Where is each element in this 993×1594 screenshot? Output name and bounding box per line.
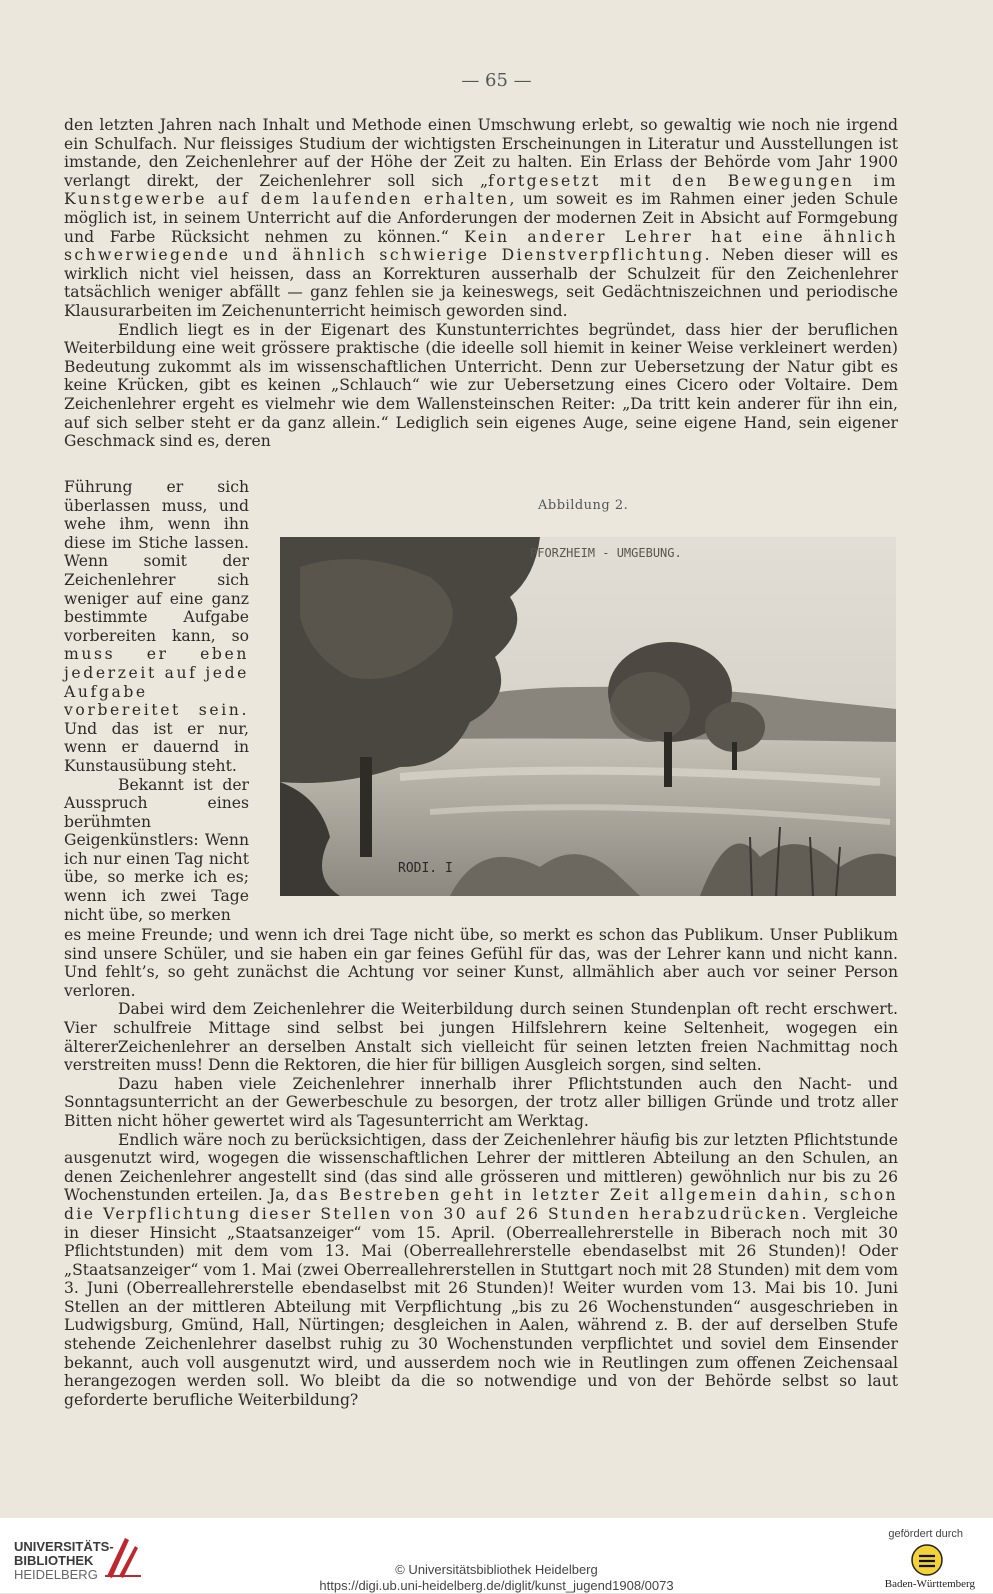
- emphasized-spaced-text: fortgesetzt mit den Bewegungen im Kunstgewerbe auf dem laufenden erhalten: [64, 171, 898, 209]
- figure-caption: Abbildung 2.: [538, 498, 629, 513]
- library-line-2: BIBLIOTHEK: [14, 1553, 94, 1568]
- body-text-bottom: [64, 926, 898, 1409]
- emphasized-spaced-text: muss er eben jederzeit auf jede Aufgabe vorbereitet sein.: [64, 645, 249, 720]
- landscape-illustration: [280, 537, 896, 896]
- body-text-top: [64, 116, 898, 451]
- copyright-text: © Universitätsbibliothek Heidelberg: [395, 1562, 598, 1577]
- text-run: Endlich liegt es in der Eigenart des Kunstunterrichtes begründet, dass hier der beruflichen Weiterbildung eine weit grössere praktische (die ideelle soll hiemit in keiner Weise verkleinert werden) Bedeutung zukommt als im wissenschaftlichen Unterricht. Denn zur Uebersetzung der Natur gibt es keine Krücken, gibt es keinen „Schlauch“ wie zur Uebersetzung eines Cicero oder Voltaire. Dem Zeichenlehrer ergeht es vielmehr wie dem Wallensteinschen Reiter: „Da tritt kein anderer für ihn ein, auf sich selber steht er da ganz allein.“ Lediglich sein eigenes Auge, seine eigene Hand, sein eigener Geschmack sind es, deren: [64, 320, 898, 451]
- page-number: — 65 —: [461, 70, 532, 91]
- sponsor-label: gefördert durch: [888, 1528, 963, 1540]
- paragraph: [64, 1131, 898, 1410]
- paragraph: [64, 478, 249, 776]
- text-run: Dazu haben viele Zeichenlehrer innerhalb ihrer Pflichtstunden auch den Nacht- und Sonntagsunterricht an der Gewerbeschule zu besorgen, der trotz aller billigen Gründe und trotz aller Bitten nicht höher gewertet wird als Tagesunterricht am Werktag.: [64, 1074, 898, 1130]
- body-text-float-column: [64, 478, 249, 924]
- library-line-1: UNIVERSITÄTS-: [14, 1539, 114, 1554]
- emphasized-spaced-text: das Bestreben geht in letzter Zeit allgemein dahin, schon die Verpflichtung dieser Stellen von 30 auf 26 Stunden herabzudrücken.: [64, 1186, 898, 1223]
- text-run: Vergleiche in dieser Hinsicht „Staatsanzeiger“ vom 15. April. (Oberreallehrerstelle in Biberach noch mit 30 Pflichtstunden) mit dem vom 13. Mai (Oberreallehrerstelle ebendaselbst mit 26 Stunden)! Oder „Staatsanzeiger“ vom 1. Mai (zwei Oberreallehrerstellen in Stuttgart noch mit 28 Stunden) mit dem vom 3. Juni (Oberreallehrerstelle ebendaselbst mit 26 Stunden)! Weiter wurden vom 13. Mai bis 10. Juni Stellen an der mittleren Abteilung mit Verpflichtung „bis zu 26 Wochenstunden“ ausgeschrieben in Ludwigsburg, Gmünd, Hall, Nürtingen; desgleichen in Aalen, während z. B. der auf derselben Stufe stehende Zeichenlehrer daselbst ruhig zu 30 Wochenstunden verpflichtet und soviel dem Einsender bekannt, auch voll ausgenutzt wird, und ausserdem noch wie in Reutlingen zum offenen Zeichensaal herangezogen werden soll. Wo bleibt da die so notwendige und von der Behörde selbst so laut geforderte berufliche Weiterbildung?: [64, 1204, 898, 1409]
- landscape-drawing: [280, 537, 896, 896]
- paragraph: [64, 1075, 898, 1131]
- paragraph: [64, 1000, 898, 1074]
- text-run: es meine Freunde; und wenn ich drei Tage nicht übe, so merkt es schon das Publikum. Unser Publikum sind unsere Schüler, und sie haben ein gar feines Gefühl für das, was der Lehrer kann und nicht kann. Und fehlt’s, so geht zunächst die Achtung vor seiner Kunst, allmählich aber auch vor seiner Person verloren.: [64, 926, 898, 1000]
- artist-signature: RODI. I: [398, 861, 453, 876]
- text-run: Bekannt ist der Ausspruch eines berühmten Geigenkünstlers: Wenn ich nur einen Tag nicht übe, so merke ich es; wenn ich zwei Tage nicht übe, so merken: [64, 775, 249, 924]
- paragraph: [64, 926, 898, 1000]
- library-line-3: HEIDELBERG: [14, 1567, 98, 1582]
- text-run: Dabei wird dem Zeichenlehrer die Weiterbildung durch seinen Stundenplan oft recht erschwert. Vier schulfreie Mittage sind selbst bei jungen Hilfslehrern keine Seltenheit, wogegen ein ältererZeichenlehrer an derselben Anstalt sich vielleicht für seinen letzten freien Nachmittag noch verstreiten muss! Denn die Rektoren, die hier für billigen Ausgleich sorgen, sind selten.: [64, 1000, 898, 1075]
- text-run: Führung er sich überlassen muss, und wehe ihm, wenn ihn diese im Stiche lassen. Wenn somit der Zeichenlehrer sich weniger auf eine ganz bestimmte Aufgabe vorbereiten kann, so: [64, 478, 249, 645]
- footer-bar: [0, 1518, 993, 1593]
- handwritten-title: PFORZHEIM - UMGEBUNG.: [530, 546, 682, 560]
- text-run: Neben dieser will es wirklich nicht viel heissen, dass an Korrekturen ausserhalb der Schulzeit für den Zeichenlehrer tatsächlich weniger abfällt — ganz fehlen sie ja keineswegs, seit Gedächtniszeichnen und periodische Klausurarbeiten im Zeichenunterricht heimisch geworden sind.: [64, 246, 898, 320]
- copyright-block: [0, 1562, 993, 1594]
- sponsor-name: Baden-Württemberg: [884, 1578, 975, 1590]
- paragraph: [64, 321, 898, 451]
- paragraph: [64, 116, 898, 321]
- text-run: Und das ist er nur, wenn er dauernd in Kunstausübung steht.: [64, 719, 249, 775]
- source-url[interactable]: https://digi.ub.uni-heidelberg.de/diglit/kunst_jugend1908/0073: [319, 1578, 674, 1593]
- paragraph: [64, 776, 249, 925]
- emphasized-spaced-text: Kein anderer Lehrer hat eine ähnlich schwerwiegende und ähnlich schwierige Dienstverpflichtung.: [64, 227, 898, 265]
- text-run: , um soweit es im Rahmen einer jeden Schule möglich ist, in seinem Unterricht auf die Anforderungen der modernen Zeit in Absicht auf Formgebung und Farbe Rücksicht nehmen zu können.“: [64, 190, 898, 246]
- state-coat-of-arms-icon: [911, 1544, 943, 1576]
- text-run: den letzten Jahren nach Inhalt und Methode einen Umschwung erlebt, so gewaltig wie noch nie irgend ein Schulfach. Nur fleissiges Studium der wichtigsten Erscheinungen in Literatur und Ausstellungen ist imstande, den Zeichenlehrer auf der Höhe der Zeit zu halten. Ein Erlass der Behörde vom Jahr 1900 verlangt direkt, der Zeichenlehrer soll sich „: [64, 116, 898, 190]
- text-run: Endlich wäre noch zu berücksichtigen, dass der Zeichenlehrer häufig bis zur letzten Pflichtstunde ausgenutzt wird, wogegen die wissenschaftlichen Lehrer der mittleren Abteilung an den Schulen, an denen Zeichenlehrer angestellt sind (das sind alle grösseren und mittleren) gewöhnlich nur bis zu 26 Wochenstunden erteilen. Ja,: [64, 1130, 898, 1205]
